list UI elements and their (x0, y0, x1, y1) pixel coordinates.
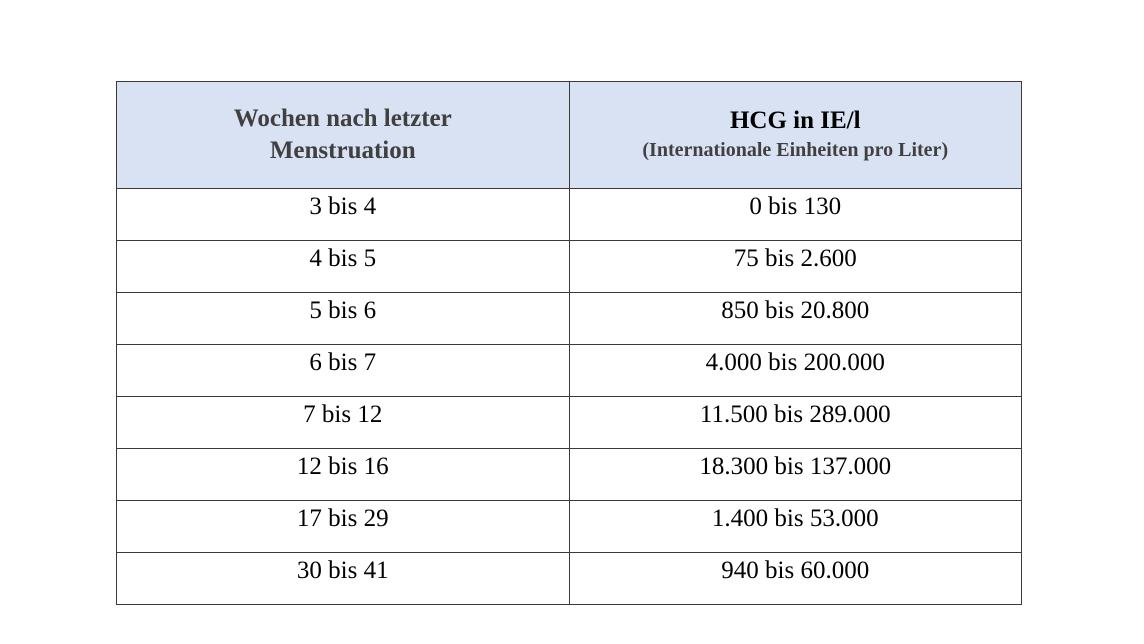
table-row (117, 293, 1022, 345)
table-body (117, 189, 1022, 605)
cell-hcg: 1.400 bis 53.000 (569, 501, 1022, 553)
table-row (117, 189, 1022, 241)
cell-hcg: 4.000 bis 200.000 (569, 345, 1022, 397)
cell-weeks: 7 bis 12 (117, 397, 570, 449)
table-row (117, 553, 1022, 605)
cell-weeks: 6 bis 7 (117, 345, 570, 397)
table-header (117, 82, 1022, 189)
cell-weeks: 5 bis 6 (117, 293, 570, 345)
table-row (117, 397, 1022, 449)
table-row (117, 449, 1022, 501)
hcg-table (116, 81, 1022, 605)
header-row (117, 82, 1022, 189)
header-weeks (117, 82, 570, 189)
header-hcg-title: HCG in IE/l (729, 107, 861, 134)
cell-hcg: 18.300 bis 137.000 (569, 449, 1022, 501)
hcg-table-container (116, 81, 1022, 605)
cell-weeks: 3 bis 4 (117, 189, 570, 241)
cell-hcg: 0 bis 130 (569, 189, 1022, 241)
cell-weeks: 17 bis 29 (117, 501, 570, 553)
table-row (117, 345, 1022, 397)
header-weeks-line1: Wochen nach letzter (233, 105, 452, 132)
table-row (117, 241, 1022, 293)
cell-hcg: 940 bis 60.000 (569, 553, 1022, 605)
header-hcg (569, 82, 1022, 189)
cell-weeks: 4 bis 5 (117, 241, 570, 293)
cell-hcg: 850 bis 20.800 (569, 293, 1022, 345)
cell-hcg: 75 bis 2.600 (569, 241, 1022, 293)
header-hcg-subtitle: (Internationale Einheiten pro Liter) (642, 139, 949, 161)
cell-hcg: 11.500 bis 289.000 (569, 397, 1022, 449)
cell-weeks: 12 bis 16 (117, 449, 570, 501)
table-row (117, 501, 1022, 553)
header-weeks-line2: Menstruation (269, 137, 416, 164)
cell-weeks: 30 bis 41 (117, 553, 570, 605)
